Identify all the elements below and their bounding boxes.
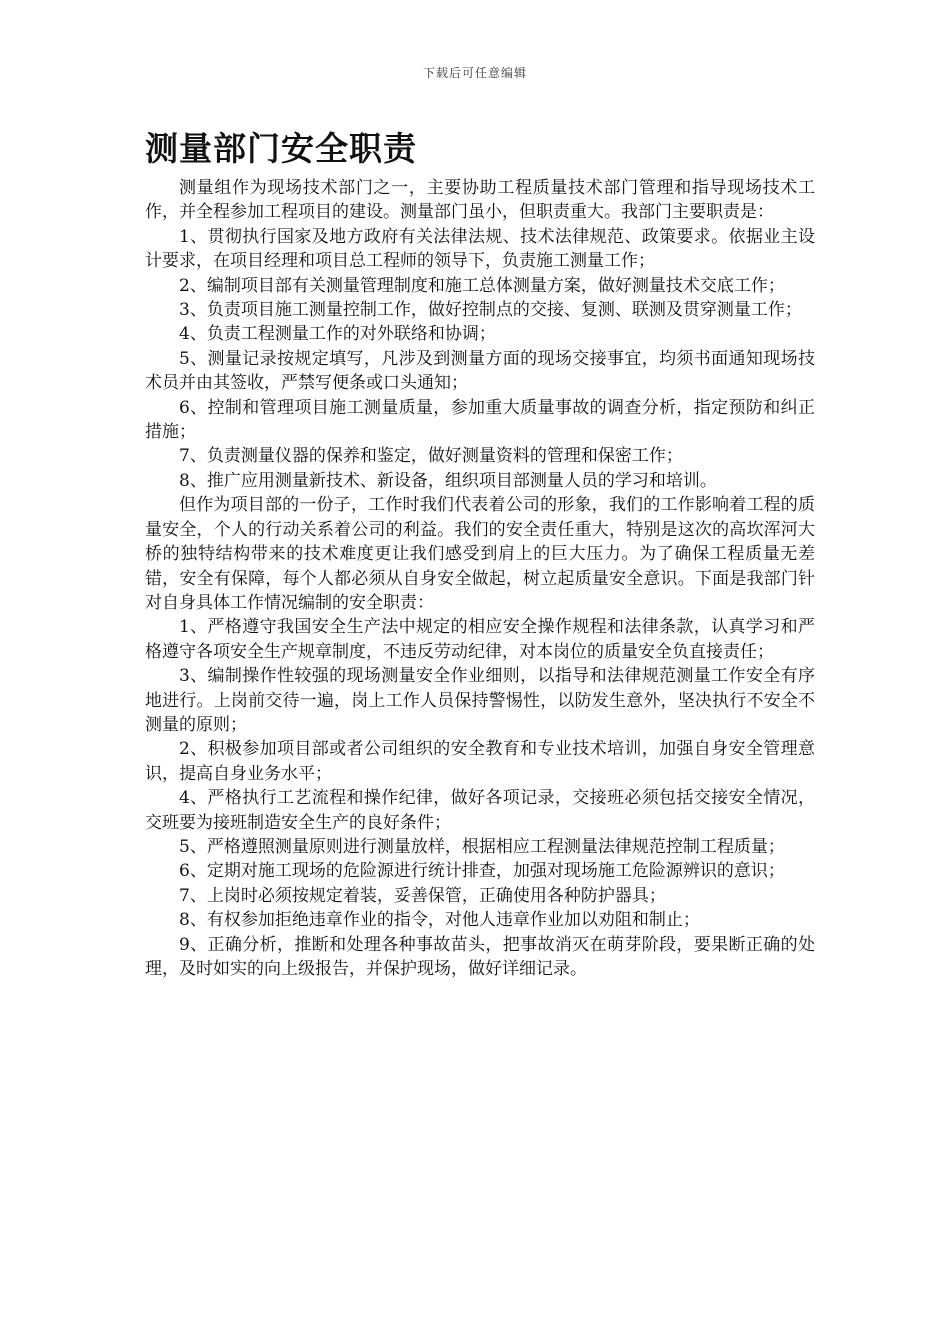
duty-item: 2、编制项目部有关测量管理制度和施工总体测量方案，做好测量技术交底工作； — [179, 275, 785, 296]
safety-intro-paragraph: 但作为项目部的一份子，工作时我们代表着公司的形象，我们的工作影响着工程的质量安全，个人的行动关系着公司的利益。我们的安全责任重大，特别是这次的高坎浑河大桥的独特结构带来的技术难度更让我们感受到肩上的巨大压力。为了确保工程质量无差错，安全有保障，每个人都必须从自身安全做起，树立起质量安全意识。下面是我部门针对自身具体工作情况编制的安全职责： — [145, 495, 815, 613]
intro-paragraph: 测量组作为现场技术部门之一，主要协助工程质量技术部门管理和指导现场技术工作，并全程参加工程项目的建设。测量部门虽小，但职责重大。我部门主要职责是： — [145, 178, 815, 223]
duty-item: 5、测量记录按规定填写，凡涉及到测量方面的现场交接事宜，均须书面通知现场技术员并由其签收，严禁写便条或口头通知； — [145, 348, 815, 394]
duty-item: 8、推广应用测量新技术、新设备，组织项目部测量人员的学习和培训。 — [179, 470, 717, 491]
duty-item: 1、贯彻执行国家及地方政府有关法律法规、技术法律规范、政策要求。依据业主设计要求，在项目经理和项目总工程师的领导下，负责施工测量工作； — [145, 226, 815, 272]
duty-item: 3、负责项目施工测量控制工作，做好控制点的交接、复测、联测及贯穿测量工作； — [179, 300, 802, 321]
safety-item: 7、上岗时必须按规定着装，妥善保管，正确使用各种防护器具； — [179, 885, 666, 906]
safety-item: 9、正确分析，推断和处理各种事故苗头，把事故消灭在萌芽阶段，要果断正确的处理，及时如实的向上级报告，并保护现场，做好详细记录。 — [145, 934, 815, 979]
duty-item: 6、控制和管理项目施工测量质量，参加重大质量事故的调查分析，指定预防和纠正措施； — [145, 397, 815, 443]
safety-item: 4、严格执行工艺流程和操作纪律，做好各项记录，交接班必须包括交接安全情况，交班要为接班制造安全生产的良好条件； — [145, 788, 815, 833]
safety-item: 8、有权参加拒绝违章作业的指令，对他人违章作业加以劝阻和制止； — [179, 910, 700, 931]
header-note: 下载后可任意编辑 — [422, 66, 527, 80]
safety-item: 1、严格遵守我国安全生产法中规定的相应安全操作规程和法律条款，认真学习和严格遵守各项安全生产规章制度，不违反劳动纪律，对本岗位的质量安全负直接责任； — [145, 617, 815, 662]
safety-item: 3、编制操作性较强的现场测量安全作业细则，以指导和法律规范测量工作安全有序地进行。上岗前交待一遍，岗上工作人员保持警惕性，以防发生意外，坚决执行不安全不测量的原则； — [145, 666, 815, 735]
duty-item: 4、负责工程测量工作的对外联络和协调； — [179, 324, 496, 345]
document-body — [145, 124, 815, 981]
safety-item: 2、积极参加项目部或者公司组织的安全教育和专业技术培训，加强自身安全管理意识，提高自身业务水平； — [145, 739, 815, 784]
document-title: 测量部门安全职责 — [145, 129, 417, 168]
duty-item: 7、负责测量仪器的保养和鉴定，做好测量资料的管理和保密工作； — [179, 446, 683, 467]
safety-item: 6、定期对施工现场的危险源进行统计排查，加强对现场施工危险源辨识的意识； — [179, 861, 785, 882]
safety-item: 5、严格遵照测量原则进行测量放样，根据相应工程测量法律规范控制工程质量； — [179, 836, 785, 857]
